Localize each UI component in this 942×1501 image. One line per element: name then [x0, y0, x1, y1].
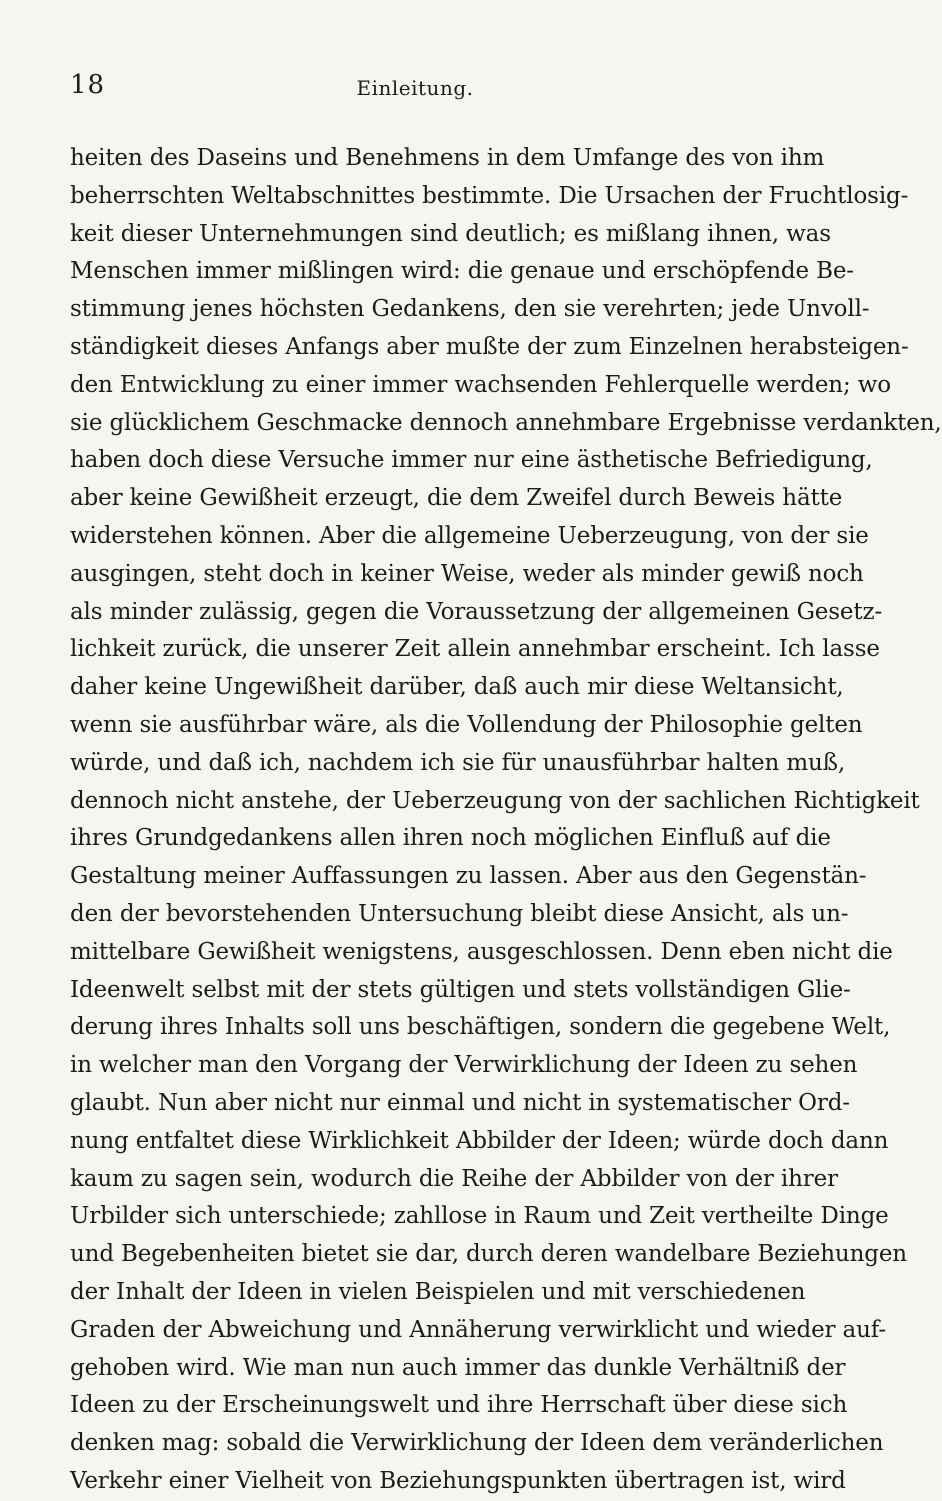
text-line: derung ihres Inhalts soll uns beschäftigen, sondern die gegebene Welt, — [70, 1014, 891, 1041]
text-line: widerstehen können. Aber die allgemeine Ueberzeugung, von der sie — [70, 522, 869, 549]
text-line: heiten des Daseins und Benehmens in dem Umfange des von ihm — [70, 145, 825, 171]
text-line: lichkeit zurück, die unserer Zeit allein annehmbar erscheint. Ich lasse — [70, 636, 880, 663]
text-line: wenn sie ausführbar wäre, als die Vollendung der Philosophie gelten — [70, 711, 863, 738]
text-line: beherrschten Weltabschnittes bestimmte. Die Ursachen der Fruchtlosig- — [70, 182, 909, 209]
text-line: Graden der Abweichung und Annäherung verwirklicht und wieder auf- — [70, 1316, 886, 1343]
text-line: dennoch nicht anstehe, der Ueberzeugung von der sachlichen Richtigkeit — [70, 787, 920, 814]
body-text — [70, 140, 942, 1501]
text-line: mittelbare Gewißheit wenigstens, ausgeschlossen. Denn eben nicht die — [70, 938, 893, 965]
text-line: denken mag: sobald die Verwirklichung der Ideen dem veränderlichen — [70, 1430, 884, 1457]
text-line: Ideen zu der Erscheinungswelt und ihre Herrschaft über diese sich — [70, 1392, 848, 1419]
text-line: Verkehr einer Vielheit von Beziehungspunkten übertragen ist, wird — [70, 1467, 846, 1494]
text-line: gehoben wird. Wie man nun auch immer das dunkle Verhältniß der — [70, 1354, 846, 1381]
text-line: aber keine Gewißheit erzeugt, die dem Zweifel durch Beweis hätte — [70, 485, 843, 512]
text-line: nung entfaltet diese Wirklichkeit Abbilder der Ideen; würde doch dann — [70, 1127, 889, 1154]
text-line: in welcher man den Vorgang der Verwirklichung der Ideen zu sehen — [70, 1052, 858, 1079]
text-line: ständigkeit dieses Anfangs aber mußte der zum Einzelnen herabsteigen- — [70, 333, 909, 360]
text-line: glaubt. Nun aber nicht nur einmal und nicht in systematischer Ord- — [70, 1089, 850, 1116]
text-line: würde, und daß ich, nachdem ich sie für unausführbar halten muß, — [70, 749, 846, 776]
text-line: den der bevorstehenden Untersuchung bleibt diese Ansicht, als un- — [70, 900, 849, 927]
text-line: der Inhalt der Ideen in vielen Beispielen und mit verschiedenen — [70, 1278, 806, 1305]
text-line: Gestaltung meiner Auffassungen zu lassen. Aber aus den Gegenstän- — [70, 863, 867, 890]
running-head: Einleitung. — [356, 76, 474, 100]
text-line: keit dieser Unternehmungen sind deutlich; es mißlang ihnen, was — [70, 220, 831, 247]
text-line: und Begebenheiten bietet sie dar, durch deren wandelbare Beziehungen — [70, 1241, 907, 1268]
text-line: den Entwicklung zu einer immer wachsenden Fehlerquelle werden; wo — [70, 371, 891, 398]
text-line: stimmung jenes höchsten Gedankens, den sie verehrten; jede Unvoll- — [70, 296, 870, 323]
text-line: Menschen immer mißlingen wird: die genaue und erschöpfende Be- — [70, 258, 854, 285]
text-line: ausgingen, steht doch in keiner Weise, weder als minder gewiß noch — [70, 560, 864, 587]
page-number: 18 — [70, 70, 106, 100]
text-line: Ideenwelt selbst mit der stets gültigen und stets vollständigen Glie- — [70, 976, 851, 1003]
page-header — [70, 70, 760, 110]
text-line: Urbilder sich unterschiede; zahllose in Raum und Zeit vertheilte Dinge — [70, 1203, 889, 1230]
text-line: kaum zu sagen sein, wodurch die Reihe der Abbilder von der ihrer — [70, 1165, 838, 1192]
text-line: als minder zulässig, gegen die Voraussetzung der allgemeinen Gesetz- — [70, 598, 883, 625]
text-line: daher keine Ungewißheit darüber, daß auch mir diese Weltansicht, — [70, 674, 844, 701]
text-line: sie glücklichem Geschmacke dennoch annehmbare Ergebnisse verdankten, — [70, 409, 942, 436]
text-line: haben doch diese Versuche immer nur eine ästhetische Befriedigung, — [70, 447, 873, 474]
text-line: ihres Grundgedankens allen ihren noch möglichen Einfluß auf die — [70, 825, 831, 852]
